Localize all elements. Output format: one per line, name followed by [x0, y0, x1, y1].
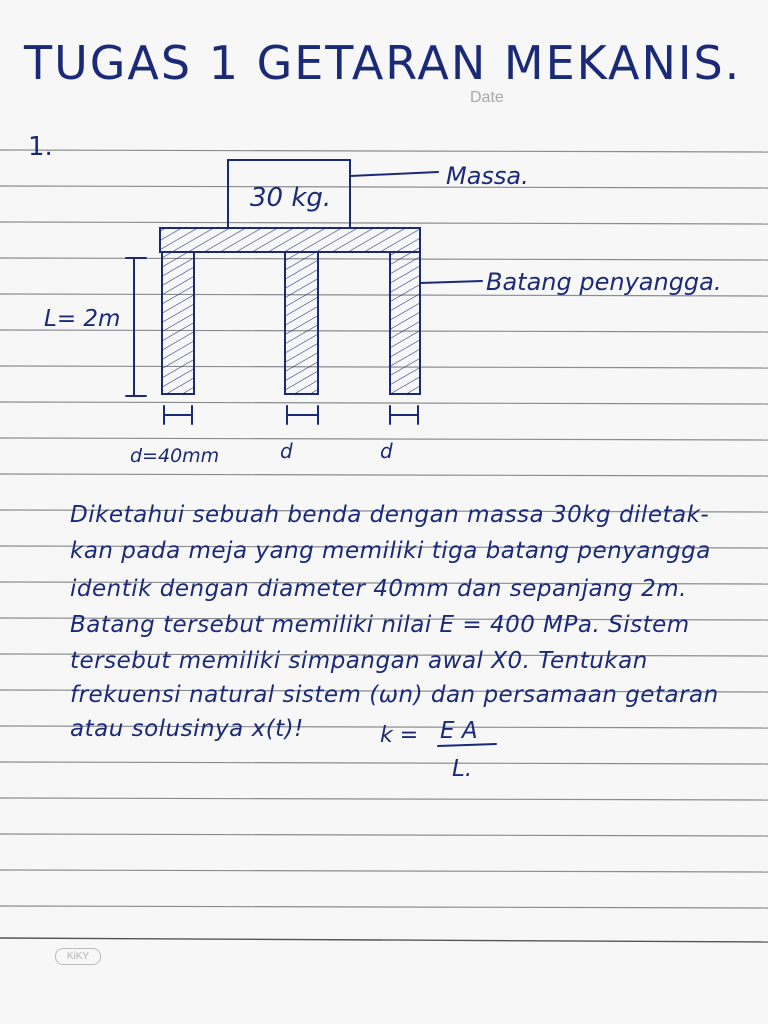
brand-logo: KiKY — [55, 948, 101, 965]
diameter-label-middle: d — [280, 439, 293, 463]
problem-text-line: atau solusinya x(t)! — [70, 716, 304, 742]
problem-text-line: Batang tersebut memiliki nilai E = 400 MPa. Sistem — [70, 612, 690, 638]
length-label: L= 2m — [44, 306, 121, 332]
date-label: Date — [470, 89, 504, 106]
problem-text-line: Diketahui sebuah benda dengan massa 30kg diletak- — [70, 502, 710, 528]
page-title: TUGAS 1 GETARAN MEKANIS. — [24, 36, 742, 90]
diameter-label-right: d — [380, 439, 393, 463]
beam-leader-line — [420, 281, 482, 283]
question-number: 1. — [28, 132, 53, 162]
problem-text-line: frekuensi natural sistem (ωn) dan persamaan getaran — [70, 682, 719, 708]
formula-numerator: E A — [440, 718, 478, 744]
formula-lhs: k = — [380, 723, 419, 748]
diameter-mark-right — [390, 406, 418, 424]
diameter-mark-left — [164, 406, 192, 424]
problem-text-line: identik dengan diameter 40mm dan sepanjang 2m. — [70, 576, 687, 602]
formula-denominator: L. — [452, 756, 473, 782]
table-top — [160, 228, 420, 252]
support-leg-right — [390, 252, 420, 394]
beam-label: Batang penyangga. — [486, 268, 722, 296]
mass-label: Massa. — [446, 162, 529, 190]
fraction-bar — [438, 744, 496, 746]
mass-value: 30 kg. — [250, 183, 332, 213]
diameter-label-left: d=40mm — [130, 445, 220, 467]
problem-text-line: kan pada meja yang memiliki tiga batang penyangga — [70, 538, 711, 564]
mass-leader-line — [350, 172, 438, 176]
support-leg-middle — [285, 252, 318, 394]
problem-text-line: tersebut memiliki simpangan awal X0. Tentukan — [70, 648, 648, 674]
diameter-mark-middle — [287, 406, 318, 424]
support-leg-left — [162, 252, 194, 394]
